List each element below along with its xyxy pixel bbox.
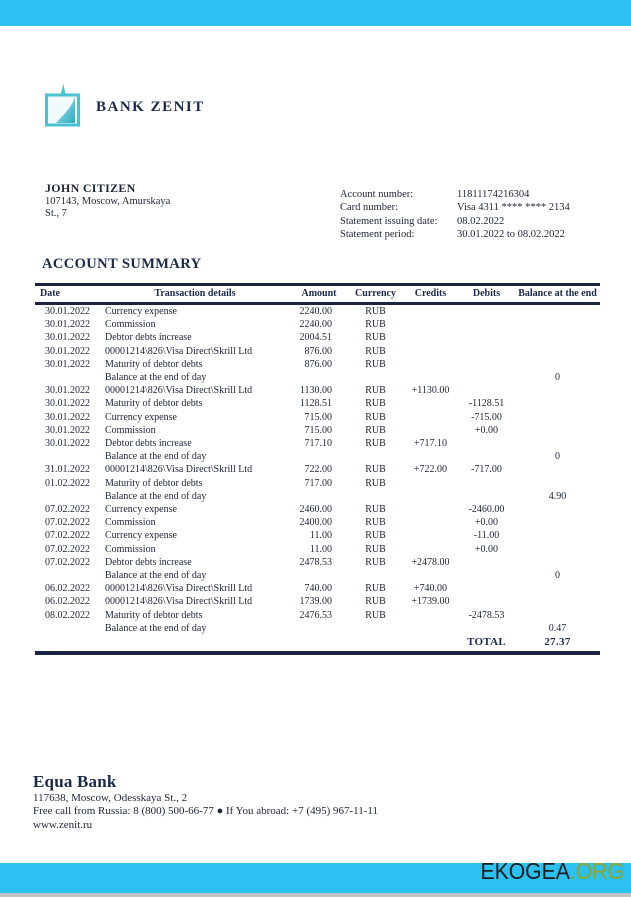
cell-currency: RUB [365,345,386,357]
customer-name: JOHN CITIZEN [45,181,136,195]
account-info-row [340,215,618,228]
cell-balance [515,516,600,529]
cell-transaction-details: Maturity of debtor debts [105,398,203,410]
cell-date: 07.02.2022 [45,530,90,542]
cell-balance [515,595,600,608]
cell-currency: RUB [365,596,386,608]
cell-debits: -2478.53 [468,609,505,621]
cell-amount: 11.00 [309,530,332,542]
cell-debits [458,437,515,450]
cell-balance [515,477,600,490]
bank-logo [43,82,205,133]
column-header: Currency [348,286,403,304]
cell-currency: RUB [365,306,386,317]
cell-debits [458,622,515,635]
table-row [35,622,600,635]
cell-date [35,569,100,582]
cell-transaction-details: Commission [105,319,156,331]
cell-currency: RUB [365,504,386,516]
cell-transaction-details: 00001214\826\Visa Direct\Skrill Ltd [105,583,253,595]
cell-balance [515,556,600,569]
cell-transaction-details: Balance at the end of day [105,622,207,634]
table-header-row [35,286,600,304]
table-row [35,424,600,437]
table-row [35,516,600,529]
cell-credits [403,424,458,437]
cell-credits [403,358,458,371]
cell-debits [458,358,515,371]
table-row [35,318,600,331]
cell-amount: 715.00 [304,411,332,423]
cell-balance [515,411,600,424]
table-total-row [35,635,600,651]
bank-name-logo-text: BANK ZENIT [96,99,205,115]
cell-amount: 2400.00 [299,517,332,529]
cell-currency [348,569,403,582]
account-info-label: Card number: [340,202,399,214]
account-info-label: Account number: [340,189,414,200]
table-row [35,450,600,463]
cell-currency [348,490,403,503]
cell-currency [348,622,403,635]
cell-date: 01.02.2022 [45,477,90,489]
cell-currency [348,450,403,463]
cell-date: 30.01.2022 [45,306,90,317]
cell-currency: RUB [365,464,386,476]
column-header: Amount [290,286,348,304]
cell-date: 30.01.2022 [45,438,90,450]
footer-phones: Free call from Russia: 8 (800) 500-66-77 ● If You abroad: +7 (495) 967-11-11 [33,805,379,817]
cell-credits [403,529,458,542]
cell-amount [290,569,348,582]
cell-date [35,450,100,463]
table-row [35,490,600,503]
cell-currency: RUB [365,319,386,331]
cell-credits [403,622,458,635]
cell-date: 30.01.2022 [45,319,90,331]
cell-transaction-details: 00001214\826\Visa Direct\Skrill Ltd [105,596,253,608]
table-row [35,582,600,595]
cell-transaction-details: Debtor debts increase [105,556,192,568]
cell-transaction-details: 00001214\826\Visa Direct\Skrill Ltd [105,385,253,397]
cell-credits [403,490,458,503]
cell-currency: RUB [365,583,386,595]
cell-currency: RUB [365,385,386,397]
cell-balance [515,424,600,437]
cell-credits: +740.00 [413,583,448,595]
cell-balance: 0 [555,372,560,384]
cell-debits [458,384,515,397]
cell-debits: +0.00 [474,424,499,436]
table-row [35,371,600,384]
cell-date: 30.01.2022 [45,398,90,410]
cell-balance [515,529,600,542]
cell-amount [290,450,348,463]
cell-balance [515,345,600,358]
cell-transaction-details: Balance at the end of day [105,570,207,582]
table-row [35,556,600,569]
cell-balance [515,304,600,319]
column-header: Credits [403,286,458,304]
total-value: 27.37 [544,636,571,649]
cell-amount [290,371,348,384]
cell-balance: 0 [555,451,560,463]
cell-debits [458,595,515,608]
cell-credits: +717.10 [413,438,448,450]
column-header: Date [35,286,100,304]
cell-balance [515,463,600,476]
cell-debits [458,331,515,344]
cell-transaction-details: Currency expense [105,504,177,516]
cell-date [35,622,100,635]
cell-balance: 0 [555,570,560,582]
cell-balance: 0.47 [548,622,567,634]
watermark-name: EKOGEA [480,858,570,884]
cell-amount: 722.00 [304,464,332,476]
transactions-table-wrap [35,283,600,655]
cell-balance [515,397,600,410]
table-row [35,595,600,608]
cell-amount: 2460.00 [299,504,332,516]
cell-amount [290,622,348,635]
cell-transaction-details: Maturity of debtor debts [105,477,203,489]
cell-transaction-details: Currency expense [105,411,177,423]
cell-amount: 1739.00 [299,596,332,608]
cell-balance [515,503,600,516]
cell-debits [458,477,515,490]
cell-amount: 740.00 [304,583,332,595]
table-row [35,358,600,371]
cell-currency: RUB [365,411,386,423]
cell-balance [515,437,600,450]
cell-transaction-details: Maturity of debtor debts [105,609,203,621]
cell-amount: 717.00 [304,477,332,489]
cell-amount: 2004.51 [299,332,332,344]
cell-amount: 2240.00 [299,319,332,331]
cell-balance [515,609,600,622]
cell-debits [458,318,515,331]
table-row [35,463,600,476]
cell-amount: 11.00 [309,543,332,555]
cell-credits [403,450,458,463]
bottom-grey-strip [0,893,631,897]
account-info [340,188,618,242]
cell-date: 30.01.2022 [45,358,90,370]
cell-amount: 1128.51 [299,398,332,410]
cell-debits: -715.00 [471,411,502,423]
cell-balance [515,331,600,344]
cell-credits: +722.00 [413,464,448,476]
cell-debits: -717.00 [471,464,502,476]
customer-address-line1: 107143, Moscow, Amurskaya [45,195,171,207]
cell-balance [515,318,600,331]
cell-amount: 876.00 [304,358,332,370]
cell-debits [458,569,515,582]
cell-currency: RUB [365,530,386,542]
cell-transaction-details: Maturity of debtor debts [105,358,203,370]
cell-credits: +2478.00 [411,556,450,568]
cell-date: 30.01.2022 [45,411,90,423]
cell-date: 07.02.2022 [45,504,90,516]
cell-debits [458,345,515,358]
cell-amount: 1130.00 [299,385,332,397]
cell-balance: 4.90 [548,490,567,502]
cell-credits [403,516,458,529]
account-info-value: 11811174216304 [457,189,530,200]
cell-date: 30.01.2022 [45,345,90,357]
cell-date: 07.02.2022 [45,517,90,529]
cell-transaction-details: Commission [105,543,156,555]
page-title: ACCOUNT SUMMARY [42,256,202,272]
cell-date: 30.01.2022 [45,332,90,344]
cell-date: 31.01.2022 [45,464,90,476]
cell-balance [515,358,600,371]
table-row [35,304,600,319]
top-color-band [0,0,631,26]
cell-credits [403,345,458,358]
cell-currency: RUB [365,517,386,529]
cell-transaction-details: Balance at the end of day [105,451,207,463]
cell-currency: RUB [365,477,386,489]
cell-date: 30.01.2022 [45,424,90,436]
cell-credits [403,477,458,490]
cell-date: 06.02.2022 [45,583,90,595]
column-header: Balance at the end [515,286,600,304]
cell-credits: +1739.00 [411,596,450,608]
cell-amount: 715.00 [304,424,332,436]
cell-balance [515,384,600,397]
cell-credits [403,331,458,344]
cell-transaction-details: Currency expense [105,530,177,542]
cell-debits [458,371,515,384]
account-info-row [340,188,618,201]
cell-credits [403,503,458,516]
cell-transaction-details: Commission [105,424,156,436]
cell-currency [348,371,403,384]
table-row [35,569,600,582]
account-info-label: Statement issuing date: [340,215,438,227]
cell-date [35,490,100,503]
cell-transaction-details: Balance at the end of day [105,372,207,384]
table-row [35,437,600,450]
cell-currency: RUB [365,438,386,450]
cell-balance [515,582,600,595]
total-label: TOTAL [467,636,506,649]
cell-date: 08.02.2022 [45,609,90,621]
cell-currency: RUB [365,556,386,568]
cell-debits: -1128.51 [468,398,505,410]
cell-debits [458,582,515,595]
cell-credits [403,304,458,319]
account-info-value: 30.01.2022 to 08.02.2022 [457,229,565,241]
watermark-suffix: .ORG [569,858,624,884]
cell-credits [403,318,458,331]
table-row [35,331,600,344]
cell-amount: 2240.00 [299,306,332,317]
cell-date: 07.02.2022 [45,556,90,568]
table-row [35,345,600,358]
cell-debits [458,490,515,503]
account-info-row [340,201,618,214]
cell-currency: RUB [365,398,386,410]
footer-website: www.zenit.ru [33,818,93,831]
cell-amount: 876.00 [304,345,332,357]
cell-currency: RUB [365,424,386,436]
cell-date: 30.01.2022 [45,385,90,397]
customer-block [45,182,170,221]
cell-amount: 717.10 [304,438,332,450]
cell-debits [458,556,515,569]
cell-transaction-details: 00001214\826\Visa Direct\Skrill Ltd [105,345,253,357]
cell-transaction-details: 00001214\826\Visa Direct\Skrill Ltd [105,464,253,476]
cell-currency: RUB [365,543,386,555]
table-row [35,397,600,410]
column-header: Debits [458,286,515,304]
bank-footer [33,772,379,832]
footer-bank-name: Equa Bank [33,772,117,791]
cell-credits [403,411,458,424]
table-row [35,503,600,516]
cell-credits [403,371,458,384]
table-row [35,384,600,397]
table-row [35,411,600,424]
cell-transaction-details: Debtor debts increase [105,438,192,450]
table-row [35,529,600,542]
bank-zenit-logo-icon [43,82,83,133]
cell-currency: RUB [365,609,386,621]
cell-date: 07.02.2022 [45,543,90,555]
cell-currency: RUB [365,332,386,344]
table-row [35,543,600,556]
cell-debits: -11.00 [473,530,500,542]
watermark-text [481,858,624,885]
customer-address-line2: St., 7 [45,208,67,219]
account-info-row [340,228,618,241]
cell-credits: +1130.00 [411,385,450,397]
account-info-label: Statement period: [340,229,415,241]
transactions-table [35,286,600,651]
cell-transaction-details: Commission [105,517,156,529]
cell-debits: +0.00 [474,517,499,529]
cell-debits [458,304,515,319]
cell-currency: RUB [365,358,386,370]
cell-debits [458,450,515,463]
cell-date [35,371,100,384]
cell-transaction-details: Balance at the end of day [105,490,207,502]
cell-balance [515,543,600,556]
cell-credits [403,397,458,410]
cell-date: 06.02.2022 [45,596,90,608]
column-header: Transaction details [100,286,290,304]
cell-amount: 2478.53 [299,556,332,568]
account-info-value: Visa 4311 **** **** 2134 [457,202,570,214]
cell-debits: +0.00 [474,543,499,555]
cell-amount: 2476.53 [299,609,332,621]
account-info-value: 08.02.2022 [457,215,505,227]
cell-credits [403,569,458,582]
cell-credits [403,543,458,556]
table-row [35,609,600,622]
cell-credits [403,609,458,622]
cell-debits: -2460.00 [468,504,505,516]
cell-transaction-details: Debtor debts increase [105,332,192,344]
cell-amount [290,490,348,503]
table-row [35,477,600,490]
cell-transaction-details: Currency expense [105,306,177,317]
footer-address: 117638, Moscow, Odesskaya St., 2 [33,791,188,804]
